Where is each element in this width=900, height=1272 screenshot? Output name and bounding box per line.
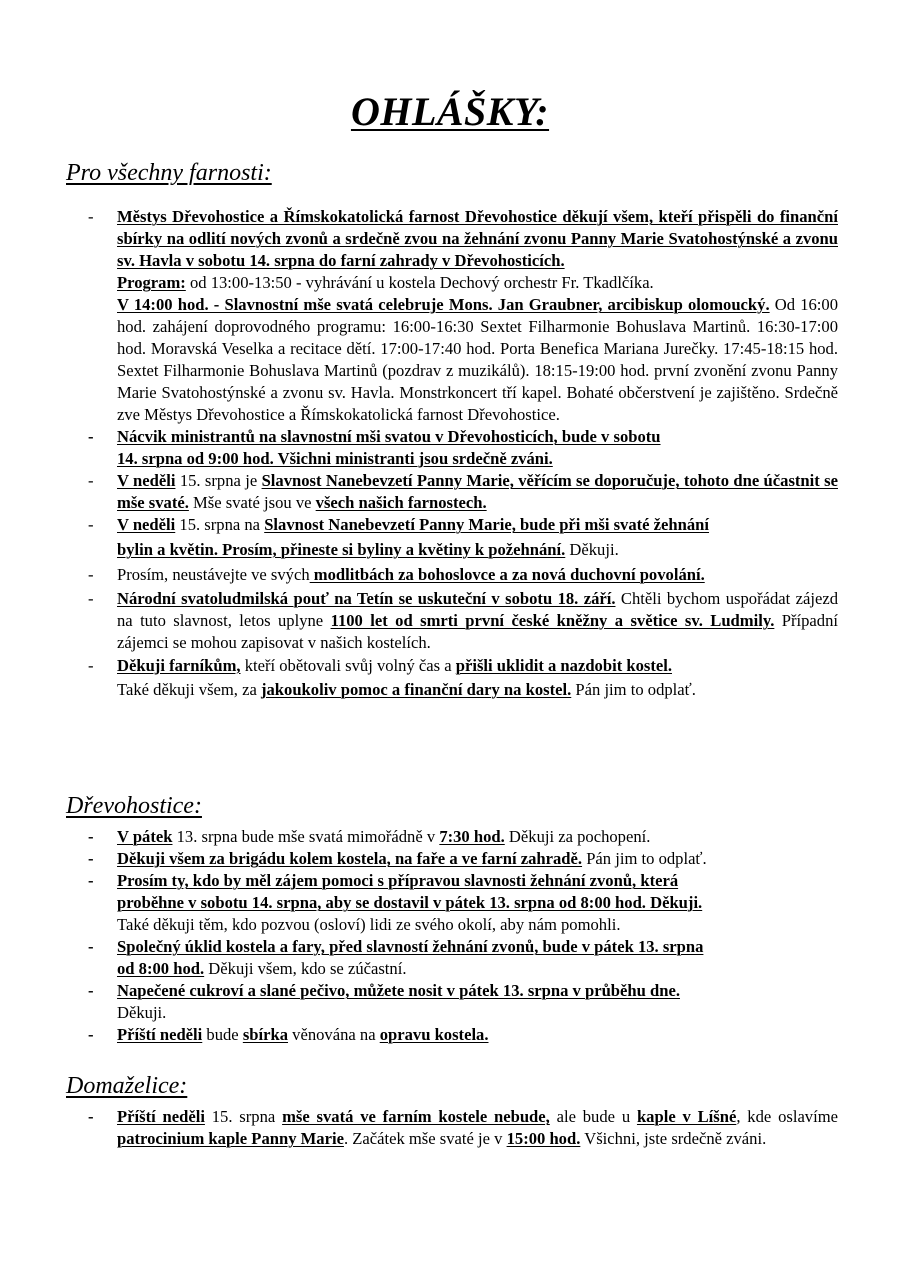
friday-label: V pátek [117, 827, 173, 846]
text: 15. srpna [204, 1107, 283, 1126]
section-heading-domazelice: Domaželice: [66, 1073, 188, 1099]
list-item [88, 588, 838, 654]
text: věnována na [288, 1025, 380, 1044]
date-text: 15. srpna je [175, 471, 262, 490]
bullet-dash: - [88, 827, 94, 846]
pilgrimage-title: Národní svatoludmilská pouť na Tetín se uskuteční v sobotu 18. září. [117, 588, 616, 608]
church-cleaning: přišli uklidit a nazdobit kostel. [455, 655, 672, 675]
mass-celebration: V 14:00 hod. - Slavnostní mše svatá celebruje Mons. Jan Graubner, arcibiskup olomoucký. [117, 295, 770, 314]
pastry-request: Napečené cukroví a slané pečivo, můžete nosit v pátek 13. srpna v průběhu dne. [117, 981, 680, 1000]
list-item [88, 826, 838, 848]
all-parishes-text: všech našich farnostech. [315, 493, 487, 512]
list-item [88, 870, 838, 936]
chapel-location: kaple v Líšné [636, 1107, 737, 1126]
mass-time: 15:00 hod. [506, 1129, 581, 1148]
date-text: 15. srpna na [175, 515, 265, 534]
bullet-dash: - [88, 207, 94, 226]
bullet-dash: - [88, 1025, 94, 1044]
list-item [88, 564, 838, 586]
prayer-text: Prosím, neustávejte ve svých [117, 564, 310, 584]
thanks-text: Děkuji. [117, 1003, 167, 1022]
text: . Začátek mše svaté je v [343, 1129, 507, 1148]
help-request-line-1: Prosím ty, kdo by měl zájem pomoci s přípravou slavnosti žehnání zvonů, která [117, 871, 679, 890]
text: Děkuji za pochopení. [504, 827, 651, 846]
cleaning-line-1: Společný úklid kostela a fary, před slavností žehnání zvonů, bude v pátek 13. srpna [117, 937, 704, 956]
section-heading-drevohostice: Dřevohostice: [66, 793, 202, 819]
mass-time: 7:30 hod. [439, 827, 505, 846]
next-sunday-label: Příští neděli [117, 1107, 205, 1126]
list-item [88, 1024, 838, 1046]
ludmila-anniversary: 1100 let od smrti první české kněžny a světice sv. Ludmily. [330, 610, 775, 630]
herb-blessing: Slavnost Nanebevzetí Panny Marie, bude při mši svaté žehnání [264, 515, 710, 534]
list-item [88, 848, 838, 870]
sunday-label: V neděli [117, 471, 176, 490]
bullet-dash: - [88, 849, 94, 868]
collection-label: sbírka [242, 1025, 289, 1044]
bullet-dash: - [88, 981, 94, 1000]
help-request-line-2: proběhne v sobotu 14. srpna, aby se dostavil v pátek 13. srpna od 8:00 hod. Děkuji. [117, 893, 703, 912]
bullet-dash: - [88, 937, 94, 956]
text: , kde oslavíme [736, 1107, 838, 1126]
bullet-dash: - [88, 871, 94, 890]
sunday-label: V neděli [117, 515, 176, 534]
text: Děkuji všem, kdo se zúčastní. [204, 959, 407, 978]
list-item [88, 1106, 838, 1150]
program-label: Program: [117, 273, 186, 292]
thanks-text: Děkuji. [565, 539, 619, 559]
brigade-thanks: Děkuji všem za brigádu kolem kostela, na faře a ve farní zahradě. [117, 849, 583, 868]
help-request-line-3: Také děkuji těm, kdo pozvou (osloví) lidi ze svého okolí, aby nám pomohli. [117, 915, 621, 934]
text: Také děkuji všem, za [117, 679, 261, 699]
text: Pán jim to odplať. [571, 679, 696, 699]
text: Všichni, jste srdečně zváni. [580, 1129, 767, 1148]
bullet-dash: - [88, 471, 94, 490]
list-item [88, 936, 838, 980]
bullet-dash: - [88, 588, 94, 608]
program-text: od 13:00-13:50 - vyhrávání u kostela Dechový orchestr Fr. Tkadlčíka. [185, 273, 654, 292]
next-sunday-label: Příští neděli [117, 1025, 203, 1044]
donations-text: jakoukoliv pomoc a finanční dary na kostel. [260, 679, 572, 699]
page-title: OHLÁŠKY: [350, 89, 550, 134]
prayer-intention: modlitbách za bohoslovce a za nová duchovní povolání. [309, 564, 705, 584]
program-details: Od 16:00 hod. zahájení doprovodného programu: 16:00-16:30 Sextet Filharmonie Bohuslava Martinů. 16:30-17:00 hod. Moravská Veselka a recitace dětí. 17:00-17:40 hod. Porta Benefica Mariana Jurečky. 17:45-18:15 hod. Sextet Filharmonie Bohuslava Martinů (pozdrav z muzikálů). 18:15-19:00 hod. první zvonění zvonu Panny Marie Svatohostýnské a zvonu sv. Havla. Monstrkoncert tří kapel. Bohaté občerstvení je zajištěno. Srdečně zve Městys Dřevohostice a Římskokatolická farnost Dřevohostice. [117, 295, 839, 424]
bullet-dash: - [88, 655, 94, 675]
bullet-dash: - [88, 1107, 94, 1126]
list-item [88, 654, 838, 702]
text: 13. srpna bude mše svatá mimořádně v [172, 827, 440, 846]
no-mass-notice: mše svatá ve farním kostele nebude, [282, 1107, 550, 1126]
text: Mše svaté jsou ve [188, 493, 316, 512]
list-item [88, 470, 838, 514]
herb-blessing-request: bylin a květin. Prosím, přineste si byliny a květiny k požehnání. [117, 539, 566, 559]
all-parishes-list [88, 206, 838, 702]
list-item [88, 426, 838, 470]
altar-servers-line-2: 14. srpna od 9:00 hod. Všichni ministranti jsou srdečně zváni. [117, 449, 553, 468]
section-heading-all-parishes: Pro všechny farnosti: [66, 160, 272, 186]
altar-servers-line-1: Nácvik ministrantů na slavnostní mši svatou v Dřevohosticích, bude v sobotu [117, 427, 661, 446]
church-repair: opravu kostela. [379, 1025, 489, 1044]
list-item [88, 514, 838, 562]
bullet-dash: - [88, 427, 94, 446]
bullet-dash: - [88, 515, 94, 534]
signup-text: Případní zájemci se mohou zapisovat v našich kostelích. [117, 610, 839, 652]
list-item [88, 980, 838, 1024]
pilgrimage-text: Chtěli bychom uspořádat zájezd na tuto slavnost, letos uplyne [117, 588, 838, 630]
bullet-dash: - [88, 564, 94, 584]
list-item [88, 206, 838, 426]
text: ale bude u [549, 1107, 637, 1126]
cleaning-time: od 8:00 hod. [117, 959, 205, 978]
text: bude [202, 1025, 243, 1044]
drevohostice-list [88, 826, 838, 1046]
text: kteří obětovali svůj volný čas a [240, 655, 456, 675]
thanks-parishioners: Děkuji farníkům, [117, 655, 241, 675]
assumption-feast: Slavnost Nanebevzetí Panny Marie, věřícím se doporučuje, tohoto dne účastnit se mše svaté. [117, 471, 838, 512]
announcement-bell-blessing: Městys Dřevohostice a Římskokatolická farnost Dřevohostice děkují všem, kteří přispěli do finanční sbírky na odlití nových zvonů a srdečně zvou na žehnání zvonu Panny Marie Svatohostýnské a zvonu sv. Havla v sobotu 14. srpna do farní zahrady v Dřevohosticích. [117, 207, 838, 270]
domazelice-list [88, 1106, 838, 1150]
patrocinium: patrocinium kaple Panny Marie [117, 1129, 344, 1148]
text: Pán jim to odplať. [582, 849, 707, 868]
